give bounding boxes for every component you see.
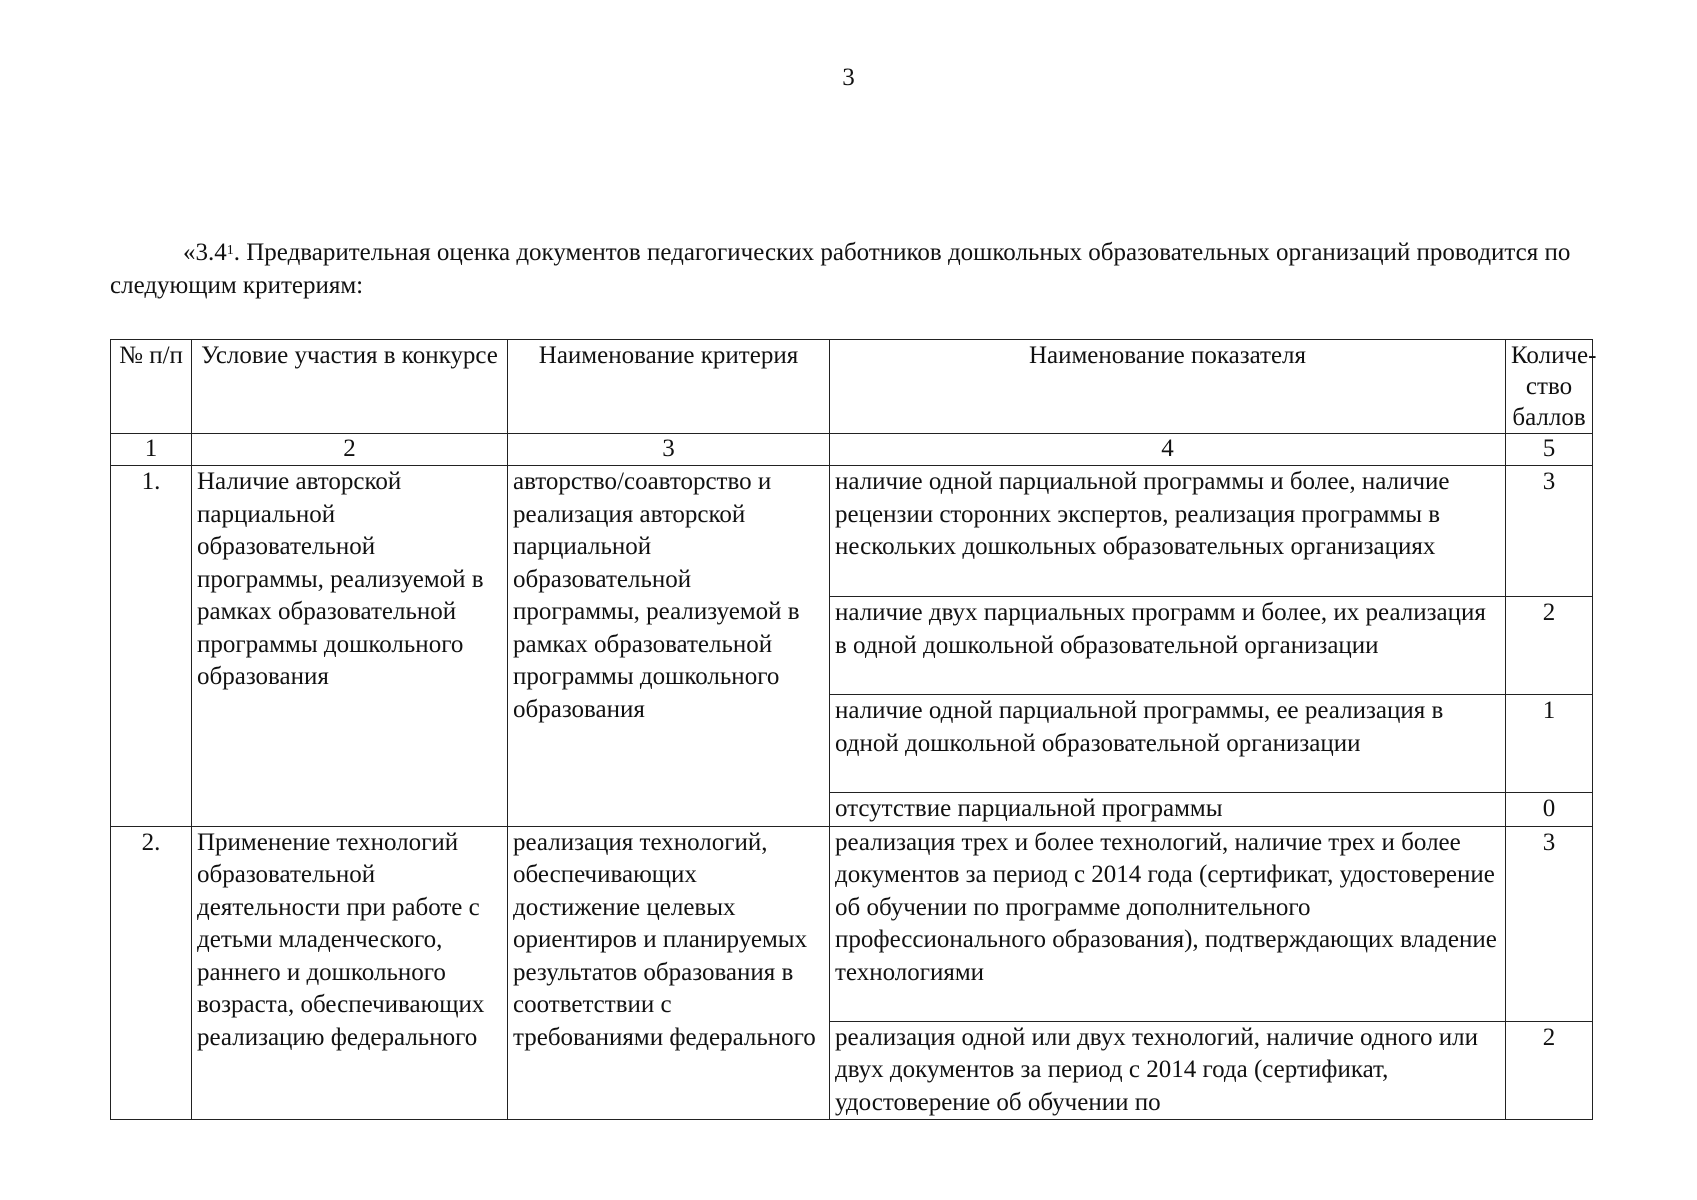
criterion-cell: авторство/соавторство и реализация авторской парциальной образовательной программы, реализуемой в рамках образовательной программы дошкольного образования <box>508 466 830 827</box>
score-cell: 2 <box>1506 597 1593 695</box>
row-number: 1. <box>111 466 192 827</box>
column-number: 3 <box>508 434 830 466</box>
intro-superscript: 1 <box>226 243 234 258</box>
indicator-cell: реализация трех и более технологий, наличие трех и более документов за период с 2014 года (сертификат, удостоверение об обучении по программе дополнительного профессионального образования), подтверждающих владение технологиями <box>830 826 1506 1021</box>
intro-text: . Предварительная оценка документов педагогических работников дошкольных образовательных организаций проводится по следующим критериям: <box>110 239 1571 299</box>
header-condition: Условие участия в конкурсе <box>192 340 508 434</box>
table-row <box>111 826 1593 1021</box>
condition-cell: Применение технологий образовательной деятельности при работе с детьми младенческого, раннего и дошкольного возраста, обеспечивающих реализацию федерального <box>192 826 508 1120</box>
indicator-cell: отсутствие парциальной программы <box>830 793 1506 827</box>
indicator-cell: наличие одной парциальной программы и более, наличие рецензии сторонних экспертов, реализация программы в нескольких дошкольных образовательных организациях <box>830 466 1506 597</box>
indicator-cell: наличие одной парциальной программы, ее реализация в одной дошкольной образовательной организации <box>830 695 1506 793</box>
score-cell: 1 <box>1506 695 1593 793</box>
header-score: Количе-ство баллов <box>1506 340 1593 434</box>
indicator-cell: реализация одной или двух технологий, наличие одного или двух документов за период с 2014 года (сертификат, удостоверение об обучении по <box>830 1021 1506 1120</box>
score-cell: 0 <box>1506 793 1593 827</box>
header-num: № п/п <box>111 340 192 434</box>
condition-cell: Наличие авторской парциальной образовательной программы, реализуемой в рамках образовательной программы дошкольного образования <box>192 466 508 827</box>
score-cell: 3 <box>1506 466 1593 597</box>
column-number: 5 <box>1506 434 1593 466</box>
column-number: 1 <box>111 434 192 466</box>
intro-paragraph <box>110 236 1590 302</box>
header-indicator: Наименование показателя <box>830 340 1506 434</box>
row-number: 2. <box>111 826 192 1120</box>
header-row <box>111 340 1593 434</box>
criteria-table <box>110 339 1597 1120</box>
indicator-cell: наличие двух парциальных программ и более, их реализация в одной дошкольной образовательной организации <box>830 597 1506 695</box>
column-number: 4 <box>830 434 1506 466</box>
score-cell: 3 <box>1506 826 1593 1021</box>
table-row <box>111 466 1593 597</box>
column-number: 2 <box>192 434 508 466</box>
numbering-row <box>111 434 1593 466</box>
intro-prefix: «3.4 <box>183 239 227 266</box>
criterion-cell: реализация технологий, обеспечивающих достижение целевых ориентиров и планируемых результатов образования в соответствии с требованиями федерального <box>508 826 830 1120</box>
score-cell: 2 <box>1506 1021 1593 1120</box>
page-number: 3 <box>842 64 855 91</box>
header-criterion: Наименование критерия <box>508 340 830 434</box>
